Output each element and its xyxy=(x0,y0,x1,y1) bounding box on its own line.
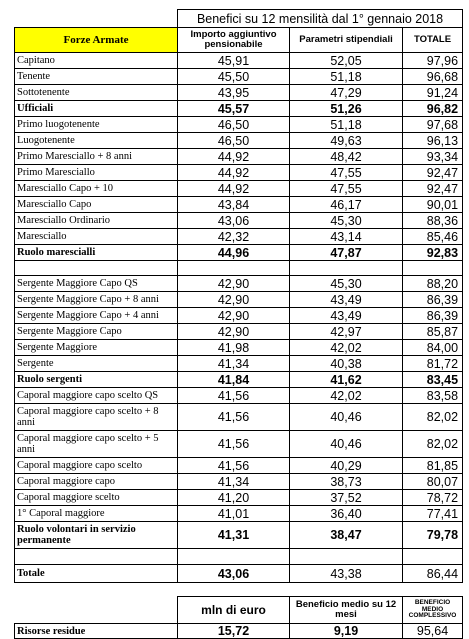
importo-value: 41,56 xyxy=(178,388,290,404)
importo-value: 41,01 xyxy=(178,506,290,522)
header-forze-armate: Forze Armate xyxy=(15,28,178,53)
parametri-value: 47,55 xyxy=(290,165,403,181)
parametri-value: 45,30 xyxy=(290,276,403,292)
importo-value: 44,92 xyxy=(178,181,290,197)
totale-value: 79,78 xyxy=(403,522,463,549)
benefits-table-container xyxy=(14,9,462,639)
totale-value: 91,24 xyxy=(403,85,463,101)
gap-row xyxy=(15,583,463,597)
table-row xyxy=(15,356,463,372)
importo-value: 46,50 xyxy=(178,117,290,133)
totale-value: 96,68 xyxy=(403,69,463,85)
importo-value: 42,90 xyxy=(178,308,290,324)
parametri-value: 48,42 xyxy=(290,149,403,165)
table-row xyxy=(15,490,463,506)
totale-value: 83,45 xyxy=(403,372,463,388)
table-row xyxy=(15,133,463,149)
parametri-value: 41,62 xyxy=(290,372,403,388)
totale-value: 97,68 xyxy=(403,117,463,133)
row-label: Totale xyxy=(15,565,178,583)
table-row xyxy=(15,388,463,404)
row-label: Sergente Maggiore Capo + 4 anni xyxy=(15,308,178,324)
table-row xyxy=(15,229,463,245)
row-label: Caporal maggiore capo scelto QS xyxy=(15,388,178,404)
parametri-value: 51,18 xyxy=(290,69,403,85)
parametri-value: 51,18 xyxy=(290,117,403,133)
table-row xyxy=(15,308,463,324)
row-label: Ruolo volontari in servizio permanente xyxy=(15,522,178,549)
importo-value: 42,90 xyxy=(178,324,290,340)
row-label: Capitano xyxy=(15,53,178,69)
totale-value: 86,39 xyxy=(403,292,463,308)
importo-value: 42,90 xyxy=(178,292,290,308)
row-label: Caporal maggiore scelto xyxy=(15,490,178,506)
importo-value: 41,56 xyxy=(178,431,290,458)
totale-value: 93,34 xyxy=(403,149,463,165)
table-row xyxy=(15,245,463,261)
spacer-row xyxy=(15,261,463,276)
totale-value: 97,96 xyxy=(403,53,463,69)
table-row xyxy=(15,292,463,308)
table-row xyxy=(15,324,463,340)
header-beneficio-medio: Beneficio medio su 12 mesi xyxy=(290,597,403,624)
table-row xyxy=(15,506,463,522)
row-label: Sergente Maggiore Capo xyxy=(15,324,178,340)
header-importo: Importo aggiuntivo pensionabile xyxy=(178,28,290,53)
totale-value: 86,39 xyxy=(403,308,463,324)
totale-value: 77,41 xyxy=(403,506,463,522)
row-label: Primo Maresciallo xyxy=(15,165,178,181)
row-label: 1° Caporal maggiore xyxy=(15,506,178,522)
complessivo-value: 95,64 xyxy=(403,624,463,639)
totale-value: 90,01 xyxy=(403,197,463,213)
parametri-value: 40,29 xyxy=(290,458,403,474)
parametri-value: 42,02 xyxy=(290,340,403,356)
totale-value: 92,83 xyxy=(403,245,463,261)
table-row xyxy=(15,474,463,490)
header-parametri: Parametri stipendiali xyxy=(290,28,403,53)
parametri-value: 42,02 xyxy=(290,388,403,404)
importo-value: 42,90 xyxy=(178,276,290,292)
bottom-empty xyxy=(15,597,178,624)
parametri-value: 43,38 xyxy=(290,565,403,583)
total-row xyxy=(15,565,463,583)
totale-value: 81,72 xyxy=(403,356,463,372)
totale-value: 92,47 xyxy=(403,181,463,197)
importo-value: 44,96 xyxy=(178,245,290,261)
importo-value: 41,84 xyxy=(178,372,290,388)
header-beneficio-complessivo: BENEFICIO MEDIO COMPLESSIVO xyxy=(403,597,463,624)
spacer-row xyxy=(15,549,463,565)
parametri-value: 40,46 xyxy=(290,431,403,458)
benefits-table xyxy=(14,9,463,639)
totale-value: 96,13 xyxy=(403,133,463,149)
parametri-value: 43,49 xyxy=(290,292,403,308)
table-row xyxy=(15,69,463,85)
totale-value: 86,44 xyxy=(403,565,463,583)
totale-value: 92,47 xyxy=(403,165,463,181)
totale-value: 80,07 xyxy=(403,474,463,490)
totale-value: 83,58 xyxy=(403,388,463,404)
totale-value: 82,02 xyxy=(403,431,463,458)
table-row xyxy=(15,53,463,69)
totale-value: 82,02 xyxy=(403,404,463,431)
row-label: Ruolo sergenti xyxy=(15,372,178,388)
importo-value: 41,20 xyxy=(178,490,290,506)
parametri-value: 45,30 xyxy=(290,213,403,229)
parametri-value: 40,38 xyxy=(290,356,403,372)
importo-value: 44,92 xyxy=(178,165,290,181)
totale-value: 78,72 xyxy=(403,490,463,506)
importo-value: 44,92 xyxy=(178,149,290,165)
parametri-value: 37,52 xyxy=(290,490,403,506)
importo-value: 43,84 xyxy=(178,197,290,213)
importo-value: 41,31 xyxy=(178,522,290,549)
mln-value: 15,72 xyxy=(178,624,290,639)
header-row xyxy=(15,28,463,53)
importo-value: 45,91 xyxy=(178,53,290,69)
importo-value: 45,50 xyxy=(178,69,290,85)
parametri-value: 46,17 xyxy=(290,197,403,213)
row-label: Sergente Maggiore xyxy=(15,340,178,356)
risorse-residue-label: Risorse residue xyxy=(15,624,178,639)
row-label: Ufficiali xyxy=(15,101,178,117)
table-row xyxy=(15,522,463,549)
parametri-value: 51,26 xyxy=(290,101,403,117)
parametri-value: 47,87 xyxy=(290,245,403,261)
row-label: Sergente Maggiore Capo QS xyxy=(15,276,178,292)
table-row xyxy=(15,404,463,431)
totale-value: 88,20 xyxy=(403,276,463,292)
totale-value: 85,87 xyxy=(403,324,463,340)
risorse-residue-row xyxy=(15,624,463,639)
parametri-value: 40,46 xyxy=(290,404,403,431)
row-label: Caporal maggiore capo xyxy=(15,474,178,490)
header-totale: TOTALE xyxy=(403,28,463,53)
row-label: Caporal maggiore capo scelto + 8 anni xyxy=(15,404,178,431)
row-label: Maresciallo xyxy=(15,229,178,245)
parametri-value: 43,49 xyxy=(290,308,403,324)
importo-value: 43,06 xyxy=(178,565,290,583)
table-row xyxy=(15,276,463,292)
importo-value: 43,06 xyxy=(178,213,290,229)
row-label: Primo luogotenente xyxy=(15,117,178,133)
importo-value: 42,32 xyxy=(178,229,290,245)
beneficio-value: 9,19 xyxy=(290,624,403,639)
importo-value: 46,50 xyxy=(178,133,290,149)
row-label: Primo Maresciallo + 8 anni xyxy=(15,149,178,165)
importo-value: 45,57 xyxy=(178,101,290,117)
importo-value: 43,95 xyxy=(178,85,290,101)
row-label: Luogotenente xyxy=(15,133,178,149)
parametri-value: 43,14 xyxy=(290,229,403,245)
totale-value: 88,36 xyxy=(403,213,463,229)
header-mln-euro: mln di euro xyxy=(178,597,290,624)
parametri-value: 36,40 xyxy=(290,506,403,522)
table-row xyxy=(15,117,463,133)
parametri-value: 38,47 xyxy=(290,522,403,549)
row-label: Sottotenente xyxy=(15,85,178,101)
row-label: Caporal maggiore capo scelto xyxy=(15,458,178,474)
importo-value: 41,34 xyxy=(178,474,290,490)
row-label: Sergente Maggiore Capo + 8 anni xyxy=(15,292,178,308)
row-label: Sergente xyxy=(15,356,178,372)
row-label: Tenente xyxy=(15,69,178,85)
totale-value: 84,00 xyxy=(403,340,463,356)
table-row xyxy=(15,85,463,101)
row-label: Maresciallo Ordinario xyxy=(15,213,178,229)
parametri-value: 38,73 xyxy=(290,474,403,490)
row-label: Maresciallo Capo xyxy=(15,197,178,213)
parametri-value: 42,97 xyxy=(290,324,403,340)
table-row xyxy=(15,340,463,356)
table-row xyxy=(15,213,463,229)
parametri-value: 52,05 xyxy=(290,53,403,69)
importo-value: 41,56 xyxy=(178,404,290,431)
table-row xyxy=(15,458,463,474)
row-label: Caporal maggiore capo scelto + 5 anni xyxy=(15,431,178,458)
totale-value: 96,82 xyxy=(403,101,463,117)
parametri-value: 49,63 xyxy=(290,133,403,149)
parametri-value: 47,55 xyxy=(290,181,403,197)
row-label: Ruolo marescialli xyxy=(15,245,178,261)
table-row xyxy=(15,181,463,197)
bottom-header-row xyxy=(15,597,463,624)
totale-value: 81,85 xyxy=(403,458,463,474)
table-row xyxy=(15,372,463,388)
table-row xyxy=(15,197,463,213)
table-row xyxy=(15,431,463,458)
table-row xyxy=(15,149,463,165)
table-row xyxy=(15,165,463,181)
importo-value: 41,34 xyxy=(178,356,290,372)
totale-value: 85,46 xyxy=(403,229,463,245)
table-row xyxy=(15,101,463,117)
importo-value: 41,98 xyxy=(178,340,290,356)
parametri-value: 47,29 xyxy=(290,85,403,101)
table-title: Benefici su 12 mensilità dal 1° gennaio 2018 xyxy=(178,10,463,28)
row-label: Maresciallo Capo + 10 xyxy=(15,181,178,197)
importo-value: 41,56 xyxy=(178,458,290,474)
title-row xyxy=(15,10,463,28)
